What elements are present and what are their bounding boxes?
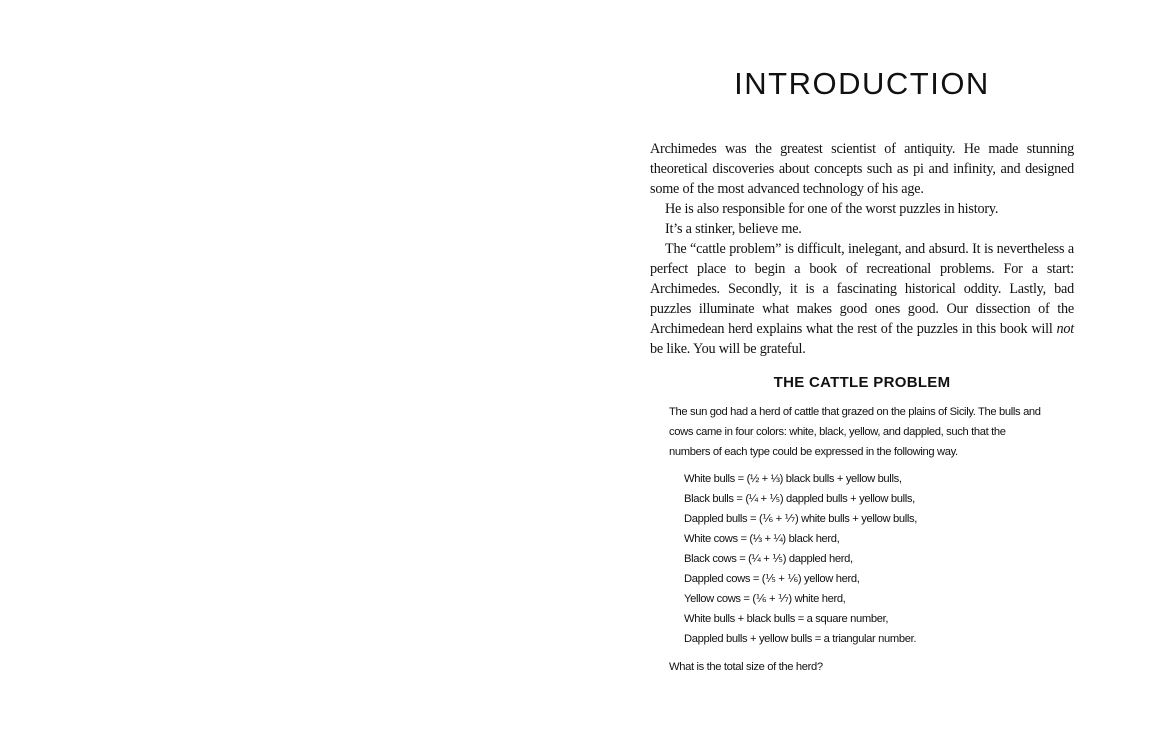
chapter-title: INTRODUCTION — [734, 66, 990, 101]
condition-line: Dappled bulls = (⅙ + ⅐) white bulls + yellow bulls, — [684, 513, 917, 525]
condition-line: Dappled cows = (⅕ + ⅙) yellow herd, — [684, 573, 860, 585]
paragraph-4-text-start: The “cattle problem” is difficult, inelegant, and absurd. It is nevertheless a perfect place to begin a book of recreational problems. For a start: Archimedes. Secondly, it is a fascinating historical oddity. Lastly, bad puzzles illuminate what makes good ones good. Our dissection of the Archimedean herd explains what the rest of the puzzles in this book will — [650, 241, 1074, 337]
condition-line: Dappled bulls + yellow bulls = a triangular number. — [684, 633, 917, 645]
conditions-list — [684, 469, 917, 649]
paragraph-4 — [650, 239, 1074, 359]
paragraph-2: He is also responsible for one of the worst puzzles in history. — [665, 201, 999, 217]
condition-line: White bulls + black bulls = a square number, — [684, 613, 889, 625]
introduction-body — [650, 139, 1074, 359]
condition-line: Black cows = (¼ + ⅕) dappled herd, — [684, 553, 853, 565]
paragraph-4-text-end: be like. You will be grateful. — [650, 341, 806, 357]
emphasis-not: not — [1056, 321, 1074, 337]
condition-line: Black bulls = (¼ + ⅕) dappled bulls + yellow bulls, — [684, 493, 915, 505]
condition-line: White cows = (⅓ + ¼) black herd, — [684, 533, 840, 545]
problem-intro: The sun god had a herd of cattle that grazed on the plains of Sicily. The bulls and cows came in four colors: white, black, yellow, and dappled, such that the numbers of each type could be expressed in the following way. — [669, 406, 1041, 458]
section-heading: THE CATTLE PROBLEM — [773, 374, 951, 391]
paragraph-3: It’s a stinker, believe me. — [665, 221, 802, 237]
problem-question: What is the total size of the herd? — [669, 661, 823, 673]
paragraph-1: Archimedes was the greatest scientist of antiquity. He made stunning theoretical discoveries about concepts such as pi and infinity, and designed some of the most advanced technology of his age. — [650, 141, 1074, 197]
condition-line: White bulls = (½ + ⅓) black bulls + yellow bulls, — [684, 473, 902, 485]
condition-line: Yellow cows = (⅙ + ⅐) white herd, — [684, 593, 846, 605]
